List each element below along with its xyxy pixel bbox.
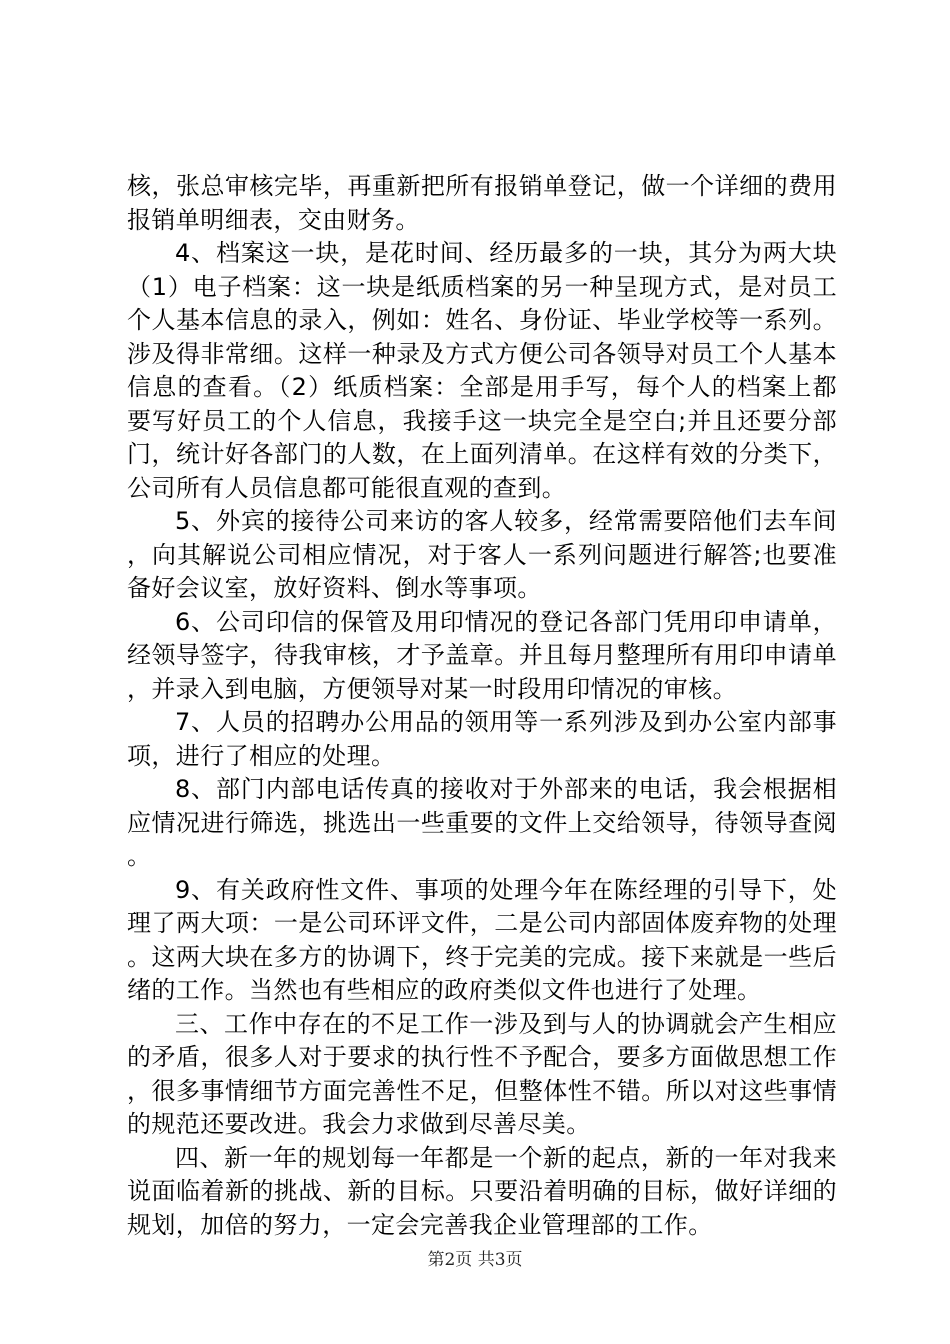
- paragraph-item-8-phone-fax: 8、部门内部电话传真的接收对于外部来的电话，我会根据相应情况进行筛选，挑选出一些重要的文件上交给领导，待领导查阅。: [127, 775, 837, 870]
- paragraph-item-4-archives: 4、档案这一块，是花时间、经历最多的一块，其分为两大块（1）电子档案：这一块是纸质档案的另一种呈现方式，是对员工个人基本信息的录入，例如：姓名、身份证、毕业学校等一系列。涉及得非常细。这样一种录及方式方便公司各领导对员工个人基本信息的查看。（2）纸质档案：全部是用手写，每个人的档案上都要写好员工的个人信息，我接手这一块完全是空白;并且还要分部门，统计好各部门的人数，在上面列清单。在这样有效的分类下，公司所有人员信息都可能很直观的查到。: [127, 239, 837, 502]
- paragraph-item-6-seal: 6、公司印信的保管及用印情况的登记各部门凭用印申请单，经领导签字，待我审核，才予盖章。并且每月整理所有用印申请单，并录入到电脑，方便领导对某一时段用印情况的审核。: [127, 607, 837, 703]
- paragraph-section-3-shortcomings: 三、工作中存在的不足工作一涉及到与人的协调就会产生相应的矛盾，很多人对于要求的执行性不予配合，要多方面做思想工作，很多事情细节方面完善性不足，但整体性不错。所以对这些事情的规范还要改进。我会力求做到尽善尽美。: [127, 1009, 837, 1138]
- document-body: [127, 170, 837, 1242]
- paragraph-item-9-government: 9、有关政府性文件、事项的处理今年在陈经理的引导下，处理了两大项：一是公司环评文件，二是公司内部固体废弃物的处理。这两大块在多方的协调下，终于完美的完成。接下来就是一些后绪的工作。当然也有些相应的政府类似文件也进行了处理。: [127, 875, 837, 1004]
- paragraph-item-5-reception: 5、外宾的接待公司来访的客人较多，经常需要陪他们去车间，向其解说公司相应情况，对于客人一系列问题进行解答;也要准备好会议室，放好资料、倒水等事项。: [127, 507, 837, 602]
- paragraph-item-7-recruitment: 7、人员的招聘办公用品的领用等一系列涉及到办公室内部事项，进行了相应的处理。: [127, 708, 837, 770]
- paragraph-section-4-plan: 四、新一年的规划每一年都是一个新的起点，新的一年对我来说面临着新的挑战、新的目标。只要沿着明确的目标，做好详细的规划，加倍的努力，一定会完善我企业管理部的工作。: [127, 1143, 837, 1239]
- page-number-footer: 第2页 共3页: [427, 1250, 523, 1270]
- paragraph-continuation: 核，张总审核完毕，再重新把所有报销单登记，做一个详细的费用报销单明细表，交由财务。: [127, 172, 837, 234]
